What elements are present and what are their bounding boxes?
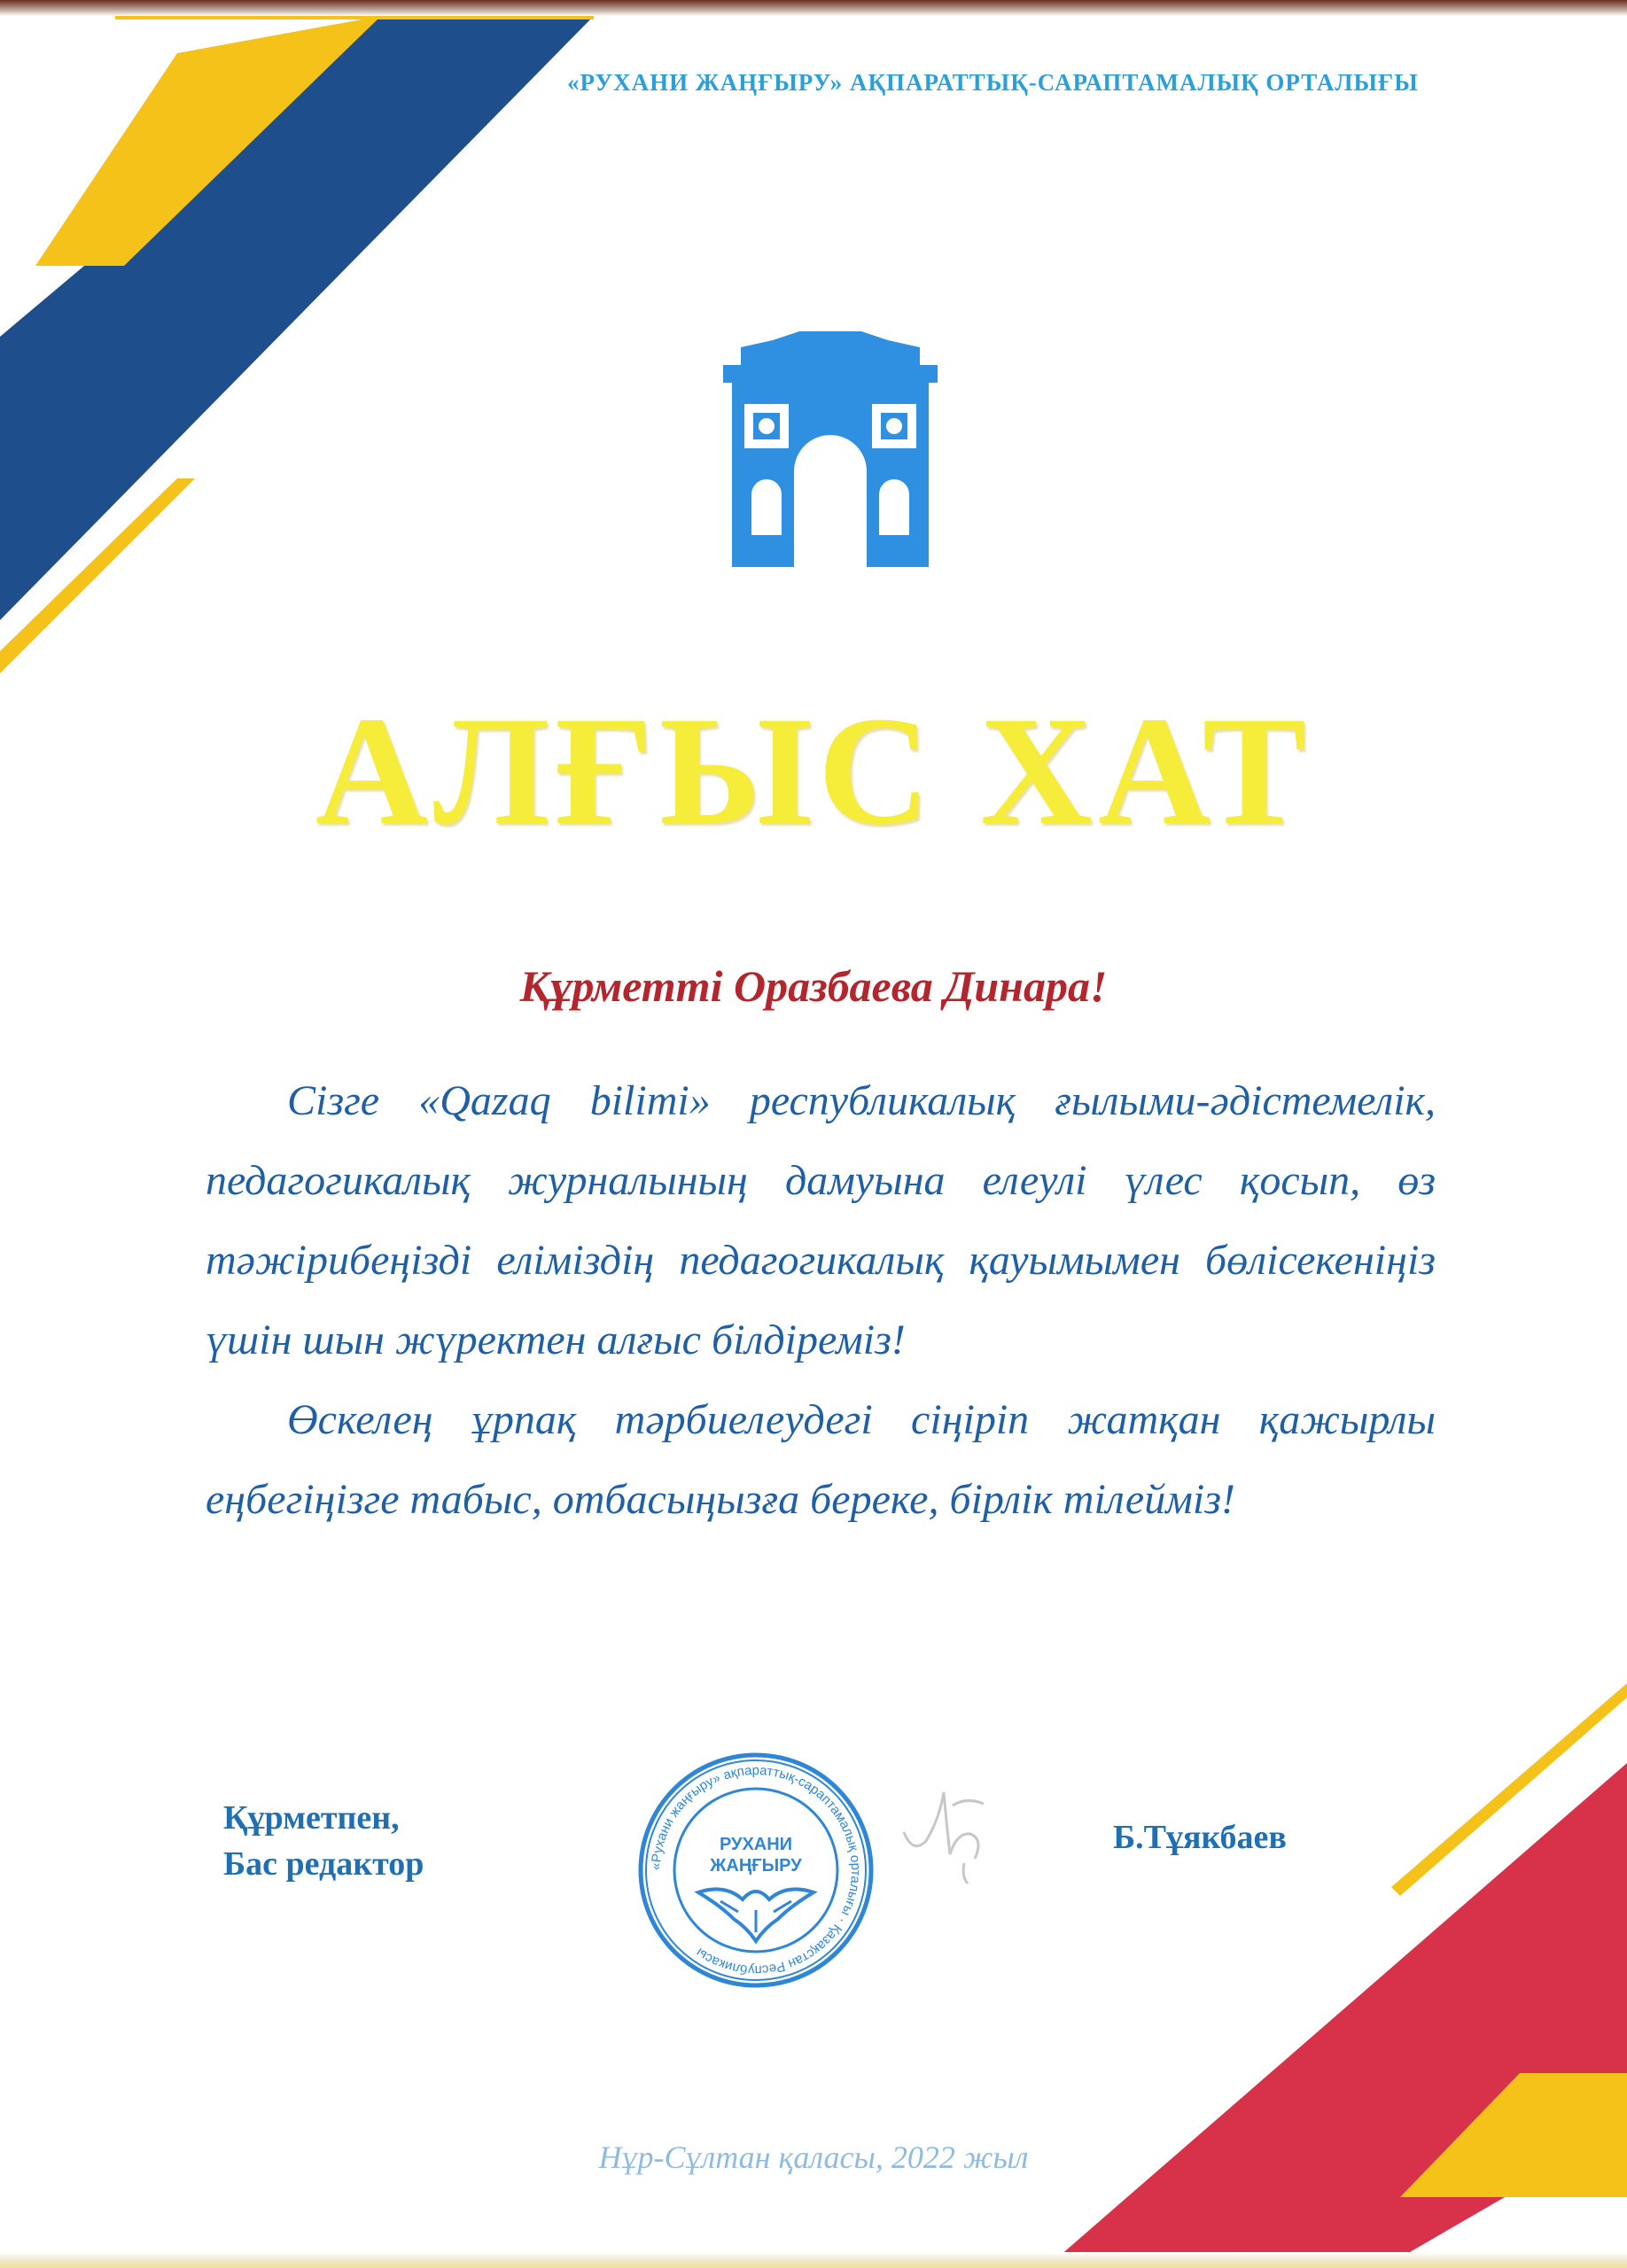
place-date: Нұр-Сұлтан қаласы, 2022 жыл bbox=[598, 2140, 1029, 2175]
closing-respect: Құрметпен, bbox=[223, 1799, 400, 1837]
paragraph-thanks: Сізге «Qazaq bilimi» республикалық ғылыми-әдістемелік, педагогикалық журналының дамуына елеулі үлес қосып, өз тәжірибеңізді еліміздің педагогикалық қауымымен бөлісекеніңіз үшін шын жүректен алғыс білдіреміз! bbox=[206, 1077, 1436, 1363]
triumphal-arch-icon bbox=[720, 330, 941, 569]
stamp-center-line2: ЖАҢҒЫРУ bbox=[710, 1856, 802, 1876]
closing-block bbox=[223, 1795, 424, 1887]
greeting: Құрметті Оразбаева Динара! bbox=[519, 961, 1108, 1011]
navy-stripe bbox=[0, 16, 594, 620]
bottom-edge bbox=[0, 2252, 1627, 2268]
gold-hairline-top bbox=[115, 16, 594, 19]
paragraph-wishes: Өскелең ұрпақ тәрбиелеудегі сіңіріп жатқан қажырлы еңбегіңізге табыс, отбасыңызға береке, бірлік тілейміз! bbox=[206, 1396, 1436, 1523]
stamp-center-line1: РУХАНИ bbox=[719, 1835, 793, 1854]
certificate-title: АЛҒЫС ХАТ bbox=[315, 685, 1312, 858]
closing-position: Бас редактор bbox=[223, 1845, 424, 1883]
body-text bbox=[206, 1061, 1436, 1540]
signatory-name: Б.Тұякбаев bbox=[1113, 1819, 1287, 1856]
handwritten-signature bbox=[886, 1770, 1019, 1894]
stamp-ring-text: «Рухани жаңғыру» ақпараттық-сараптамалық орталығы · Қазақстан Республикасы bbox=[648, 1762, 864, 1978]
organization-header: «РУХАНИ ЖАҢҒЫРУ» АҚПАРАТТЫҚ-САРАПТАМАЛЫҚ ОРТАЛЫҒЫ bbox=[567, 69, 1419, 96]
eagle-seal-icon bbox=[636, 1751, 876, 1990]
